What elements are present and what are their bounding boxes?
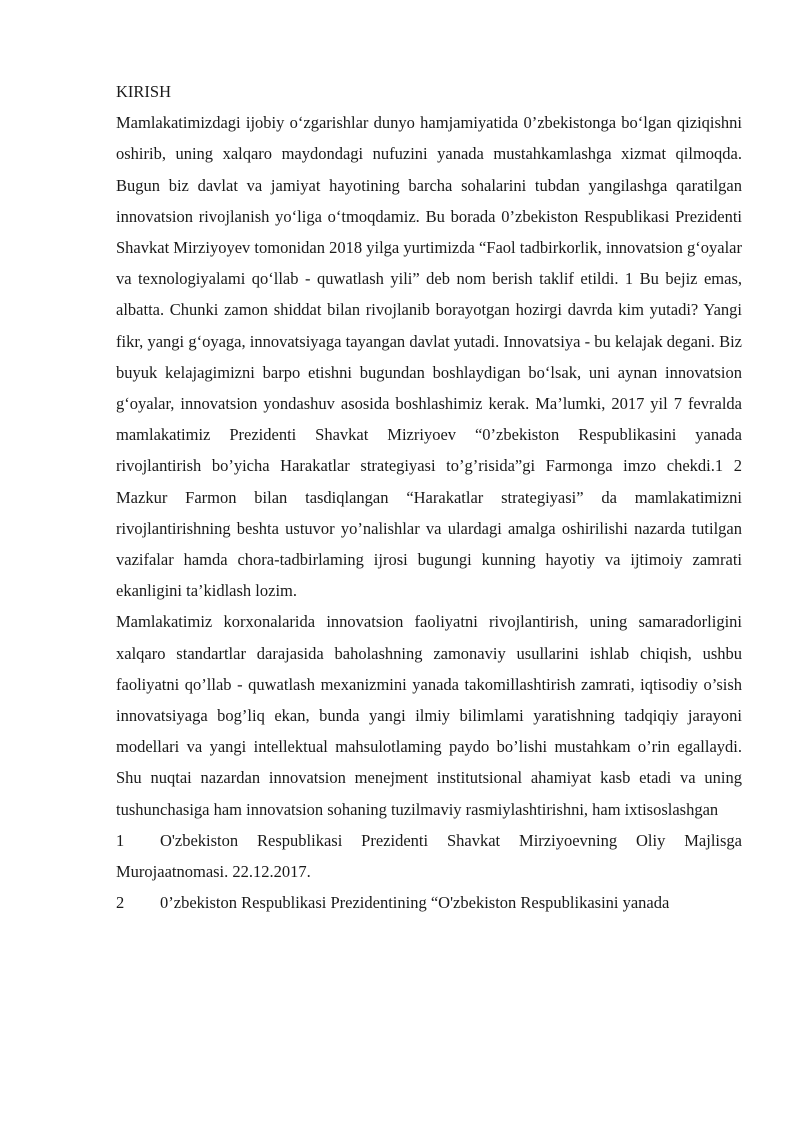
footnote-number: 1 <box>116 830 125 850</box>
footnote-number: 2 <box>116 893 125 913</box>
section-heading: KIRISH <box>116 82 172 101</box>
footnote <box>116 825 742 887</box>
footnote-text: O'zbekiston Respublikasi Prezidenti Shavkat Mirziyoevning Oliy Majlisga Murojaatnomasi. 22.12.2017. <box>116 830 742 882</box>
footnote <box>116 887 742 918</box>
document-body <box>116 76 742 918</box>
footnote-text: 0’zbekiston Respublikasi Prezidentining “O'zbekiston Respublikasini yanada <box>160 893 670 913</box>
body-paragraph: Mamlakatimizdagi ijobiy o‘zgarishlar dunyo hamjamiyatida 0’zbekistonga bo‘lgan qiziqishni oshirib, uning xalqaro maydondagi nufuzini yanada mustahkamlashga xizmat qilmoqda. Bugun biz davlat va jamiyat hayotining barcha sohalarini tubdan yangilashga qaratilgan innovatsion rivojlanish yo‘liga o‘tmoqdamiz. Bu borada 0’zbekiston Respublikasi Prezidenti Shavkat Mirziyoyev tomonidan 2018 yilga yurtimizda “Faol tadbirkorlik, innovatsion g‘oyalar va texnologiyalami qo‘llab - quwatlash yili” deb nom berish taklif etildi. 1 Bu bejiz emas, albatta. Chunki zamon shiddat bilan rivojlanib borayotgan hozirgi davrda kim yutadi? Yangi fikr, yangi g‘oyaga, innovatsiyaga tayangan davlat yutadi. Innovatsiya - bu kelajak degani. Biz buyuk kelajagimizni barpo etishni bugundan boshlaydigan bo‘lsak, uni aynan innovatsion g‘oyalar, innovatsion yondashuv asosida boshlashimiz kerak. Ma’lumki, 2017 yil 7 fevralda mamlakatimiz Prezidenti Shavkat Mizriyoev “0’zbekiston Respublikasini yanada rivojlantirish bo’yicha Harakatlar strategiyasi to’g’risida”gi Farmonga imzo chekdi.1 2 Mazkur Farmon bilan tasdiqlangan “Harakatlar strategiyasi” da mamlakatimizni rivojlantirishning beshta ustuvor yo’nalishlar va ulardagi amalga oshirilishi nazarda tutilgan vazifalar hamda chora-tadbirlaming ijrosi bugungi kunning hayotiy va ijtimoiy zamrati ekanligini ta’kidlash lozim. <box>116 113 742 601</box>
body-paragraph: Mamlakatimiz korxonalarida innovatsion faoliyatni rivojlantirish, uning samaradorligini xalqaro standartlar darajasida baholashning zamonaviy usullarini ishlab chiqish, ushbu faoliyatni qo’llab - quwatlash mexanizmini yanada takomillashtirish zamrati, iqtisodiy o’sish innovatsiyaga bog’liq ekan, bunda yangi ilmiy bilimlami yaratishning tadqiqiy jarayoni modellari va yangi intellektual mahsulotlaming paydo bo’lishi mustahkam o’rin egallaydi. Shu nuqtai nazardan innovatsion menejment institutsional ahamiyat kasb etadi va uning tushunchasiga ham innovatsion sohaning tuzilmaviy rasmiylashtirishni, ham ixtisoslashgan <box>116 612 742 819</box>
